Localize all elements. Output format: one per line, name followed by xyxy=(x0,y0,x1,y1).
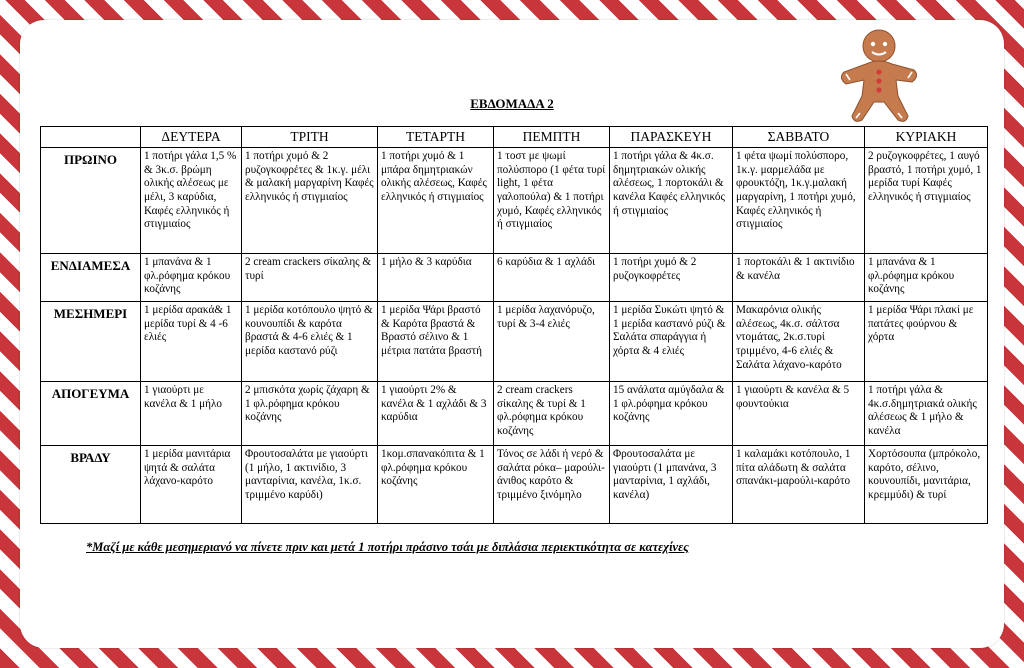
table-cell: Χορτόσουπα (μπρόκολο, καρότο, σέλινο, κουνουπίδι, μανιτάρια, κρεμμύδι) & τυρί xyxy=(865,446,988,524)
table-cell: 1 φέτα ψωμί πολύσπορο, 1κ.γ. μαρμελάδα με φρουκτόζη, 1κ.γ.μαλακή μαργαρίνη, 1 ποτήρι χυμό, Καφές ελληνικός ή στιγμιαίος xyxy=(733,148,865,254)
table-cell: 1 μερίδα Συκώτι ψητό & 1 μερίδα καστανό ρύζι & Σαλάτα σπαράγγια ή χόρτα & 4 ελιές xyxy=(610,302,733,382)
day-header-saturday: ΣΑΒΒΑΤΟ xyxy=(733,127,865,148)
meal-label-lunch: ΜΕΣΗΜΕΡΙ xyxy=(41,302,141,382)
table-cell: 1κομ.σπανακόπιτα & 1 φλ.ρόφημα κρόκου κοζάνης xyxy=(378,446,494,524)
table-cell: 1 ποτήρι γάλα & 4κ.σ.δημητριακά ολικής αλέσεως & 1 μήλο & κανέλα xyxy=(865,382,988,446)
table-cell: 2 cream crackers σίκαλης & τυρί xyxy=(242,254,378,302)
table-cell: 1 καλαμάκι κοτόπουλο, 1 πίτα αλάδωτη & σαλάτα σπανάκι-μαρούλι-καρότο xyxy=(733,446,865,524)
meal-label-snack: ΕΝΔΙΑΜΕΣΑ xyxy=(41,254,141,302)
day-header-wednesday: ΤΕΤΑΡΤΗ xyxy=(378,127,494,148)
footnote: *Μαζί με κάθε μεσημεριανό να πίνετε πριν και μετά 1 ποτήρι πράσινο τσάι με διπλάσια περιεκτικότητα σε κατεχίνες xyxy=(86,540,689,554)
table-header-row xyxy=(41,127,988,148)
table-cell: 1 μερίδα αρακά& 1 μερίδα τυρί & 4 -6 ελιές xyxy=(141,302,242,382)
meal-label-dinner: ΒΡΑΔΥ xyxy=(41,446,141,524)
table-row-breakfast xyxy=(41,148,988,254)
table-row-dinner xyxy=(41,446,988,524)
meal-plan-table xyxy=(40,126,988,524)
day-header-friday: ΠΑΡΑΣΚΕΥΗ xyxy=(610,127,733,148)
table-cell: 1 μπανάνα & 1 φλ.ρόφημα κρόκου κοζάνης xyxy=(141,254,242,302)
table-cell: 1 μερίδα κοτόπουλο ψητό & κουνουπίδι & καρότα βραστά & 4-6 ελιές & 1 μερίδα καστανό ρύζι xyxy=(242,302,378,382)
table-cell: 1 μερίδα μανιτάρια ψητά & σαλάτα λάχανο-καρότο xyxy=(141,446,242,524)
table-cell: 1 ποτήρι χυμό & 2 ρυζογκοφρέτες xyxy=(610,254,733,302)
table-cell: 2 cream crackers σίκαλης & τυρί & 1 φλ.ρόφημα κρόκου κοζάνης xyxy=(494,382,610,446)
table-cell: 1 ποτήρι γάλα & 4κ.σ. δημητριακών ολικής αλέσεως, 1 πορτοκάλι & κανέλα Καφές ελληνικός ή στιγμιαίος xyxy=(610,148,733,254)
table-row-lunch xyxy=(41,302,988,382)
table-cell: 1 ποτήρι χυμό & 1 μπάρα δημητριακών ολικής αλέσεως, Καφές ελληνικός ή στιγμιαίος xyxy=(378,148,494,254)
table-cell: 15 ανάλατα αμύγδαλα & 1 φλ.ρόφημα κρόκου κοζάνης xyxy=(610,382,733,446)
day-header-monday: ΔΕΥΤΕΡΑ xyxy=(141,127,242,148)
table-cell: 1 γιαούρτι & κανέλα & 5 φουντούκια xyxy=(733,382,865,446)
meal-label-afternoon: ΑΠΟΓΕΥΜΑ xyxy=(41,382,141,446)
day-header-thursday: ΠΕΜΠΤΗ xyxy=(494,127,610,148)
table-cell: Φρουτοσαλάτα με γιαούρτι (1 μπανάνα, 3 μανταρίνια, 1 αχλάδι, κανέλα) xyxy=(610,446,733,524)
table-cell: 1 γιαούρτι με κανέλα & 1 μήλο xyxy=(141,382,242,446)
day-header-tuesday: ΤΡΙΤΗ xyxy=(242,127,378,148)
table-cell: 1 ποτήρι χυμό & 2 ρυζογκοφρέτες & 1κ.γ. μέλι & μαλακή μαργαρίνη Καφές ελληνικός ή στιγμιαίος xyxy=(242,148,378,254)
table-row-afternoon xyxy=(41,382,988,446)
meal-label-breakfast: ΠΡΩΙΝΟ xyxy=(41,148,141,254)
table-cell: 1 ποτήρι γάλα 1,5 % & 3κ.σ. βρώμη ολικής αλέσεως με μέλι, 3 καρύδια, Καφές ελληνικός ή στιγμιαίος xyxy=(141,148,242,254)
table-cell: 2 μπισκότα χωρίς ζάχαρη & 1 φλ.ρόφημα κρόκου κοζάνης xyxy=(242,382,378,446)
table-cell: 1 μήλο & 3 καρύδια xyxy=(378,254,494,302)
table-cell: 1 μπανάνα & 1 φλ.ρόφημα κρόκου κοζάνης xyxy=(865,254,988,302)
day-header-sunday: ΚΥΡΙΑΚΗ xyxy=(865,127,988,148)
table-cell: 1 γιαούρτι 2% & κανέλα & 1 αχλάδι & 3 καρύδια xyxy=(378,382,494,446)
table-cell: 2 ρυζογκοφρέτες, 1 αυγό βραστό, 1 ποτήρι χυμό, 1 μερίδα τυρί Καφές ελληνικός ή στιγμιαίος xyxy=(865,148,988,254)
table-cell: 1 τοστ με ψωμί πολύσπορο (1 φέτα τυρί light, 1 φέτα γαλοπούλα) & 1 ποτήρι χυμό, Καφές ελληνικός ή στιγμιαίος xyxy=(494,148,610,254)
table-row-snack xyxy=(41,254,988,302)
table-cell: Φρουτοσαλάτα με γιαούρτι (1 μήλο, 1 ακτινίδιο, 3 μανταρίνια, κανέλα, 1κ.σ. τριμμένο καρύδι) xyxy=(242,446,378,524)
table-cell: 1 μερίδα λαχανόρυζο, τυρί & 3-4 ελιές xyxy=(494,302,610,382)
table-cell: 1 μερίδα Ψάρι πλακί με πατάτες φούρνου & χόρτα xyxy=(865,302,988,382)
page-title: ΕΒΔΟΜΑΔΑ 2 xyxy=(470,96,554,111)
table-cell: Τόνος σε λάδι ή νερό & σαλάτα ρόκα– μαρούλι- άνιθος καρότο & τριμμένο ξινόμηλο xyxy=(494,446,610,524)
table-cell: 1 μερίδα Ψάρι βραστό & Καρότα βραστά & Βραστό σέλινο & 1 μέτρια πατάτα βραστή xyxy=(378,302,494,382)
table-cell: Μακαρόνια ολικής αλέσεως, 4κ.σ. σάλτσα ντομάτας, 2κ.σ.τυρί τριμμένο, 4-6 ελιές & Σαλάτα λάχανο-καρότο xyxy=(733,302,865,382)
table-cell: 6 καρύδια & 1 αχλάδι xyxy=(494,254,610,302)
table-cell: 1 πορτοκάλι & 1 ακτινίδιο & κανέλα xyxy=(733,254,865,302)
corner-cell xyxy=(41,127,141,148)
